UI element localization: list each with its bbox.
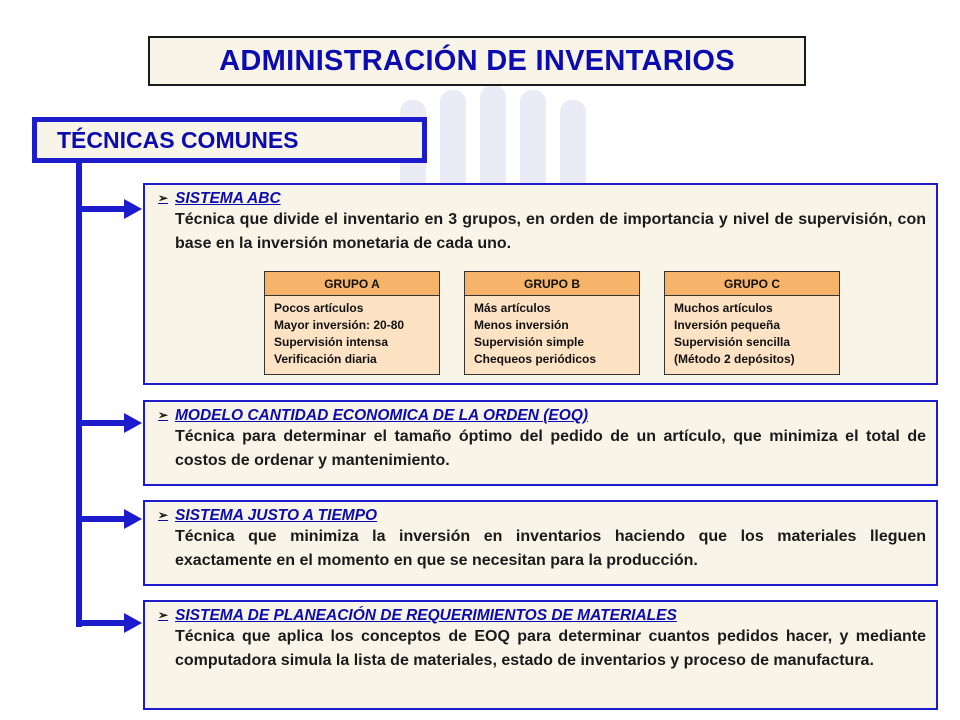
arrow-bullet-icon: ➢ xyxy=(158,608,169,622)
group-card-a xyxy=(264,271,440,375)
section-card-jit xyxy=(143,500,938,586)
section-heading: MODELO CANTIDAD ECONOMICA DE LA ORDEN (EOQ) xyxy=(175,407,589,424)
section-title: TÉCNICAS COMUNES xyxy=(32,117,427,163)
section-card-eoq xyxy=(143,400,938,486)
group-title: GRUPO A xyxy=(265,272,439,296)
group-title: GRUPO C xyxy=(665,272,839,296)
arrow-bullet-icon: ➢ xyxy=(158,191,169,205)
group-line: Verificación diaria xyxy=(274,352,377,366)
group-line: Menos inversión xyxy=(474,318,569,332)
connector-branch xyxy=(76,420,128,426)
section-card-mrp xyxy=(143,600,938,710)
arrow-bullet-icon: ➢ xyxy=(158,508,169,522)
group-title: GRUPO B xyxy=(465,272,639,296)
page-title: ADMINISTRACIÓN DE INVENTARIOS xyxy=(148,36,806,86)
arrow-right-icon xyxy=(124,199,142,219)
connector-branch xyxy=(76,516,128,522)
group-line: Más artículos xyxy=(474,301,551,315)
section-heading: SISTEMA ABC xyxy=(175,190,281,207)
section-heading: SISTEMA JUSTO A TIEMPO xyxy=(175,507,378,524)
arrow-right-icon xyxy=(124,613,142,633)
group-line: Chequeos periódicos xyxy=(474,352,597,366)
group-line: Muchos artículos xyxy=(674,301,773,315)
connector-branch xyxy=(76,206,128,212)
arrow-bullet-icon: ➢ xyxy=(158,408,169,422)
group-line: Inversión pequeña xyxy=(674,318,781,332)
group-line: Supervisión intensa xyxy=(274,335,389,349)
section-description: Técnica que aplica los conceptos de EOQ para determinar cuantos pedidos hacer, y mediante computadora simula la lista de materiales, estado de inventarios y proceso de manufactura. xyxy=(175,628,926,669)
group-line: Mayor inversión: 20-80 xyxy=(274,318,405,332)
arrow-right-icon xyxy=(124,413,142,433)
group-line: Supervisión sencilla xyxy=(674,335,791,349)
section-description: Técnica que minimiza la inversión en inventarios haciendo que los materiales lleguen exactamente en el momento en que se necesitan para la producción. xyxy=(175,528,926,569)
arrow-right-icon xyxy=(124,509,142,529)
section-description: Técnica que divide el inventario en 3 grupos, en orden de importancia y nivel de supervisión, con base en la inversión monetaria de cada uno. xyxy=(175,211,926,252)
group-line: Supervisión simple xyxy=(474,335,585,349)
connector-branch xyxy=(76,620,128,626)
group-card-b xyxy=(464,271,640,375)
group-line: Pocos artículos xyxy=(274,301,364,315)
section-heading: SISTEMA DE PLANEACIÓN DE REQUERIMIENTOS DE MATERIALES xyxy=(175,607,677,624)
group-card-c xyxy=(664,271,840,375)
group-line: (Método 2 depósitos) xyxy=(674,352,795,366)
section-description: Técnica para determinar el tamaño óptimo del pedido de un artículo, que minimiza el total de costos de ordenar y mantenimiento. xyxy=(175,428,926,469)
connector-trunk xyxy=(76,163,82,627)
